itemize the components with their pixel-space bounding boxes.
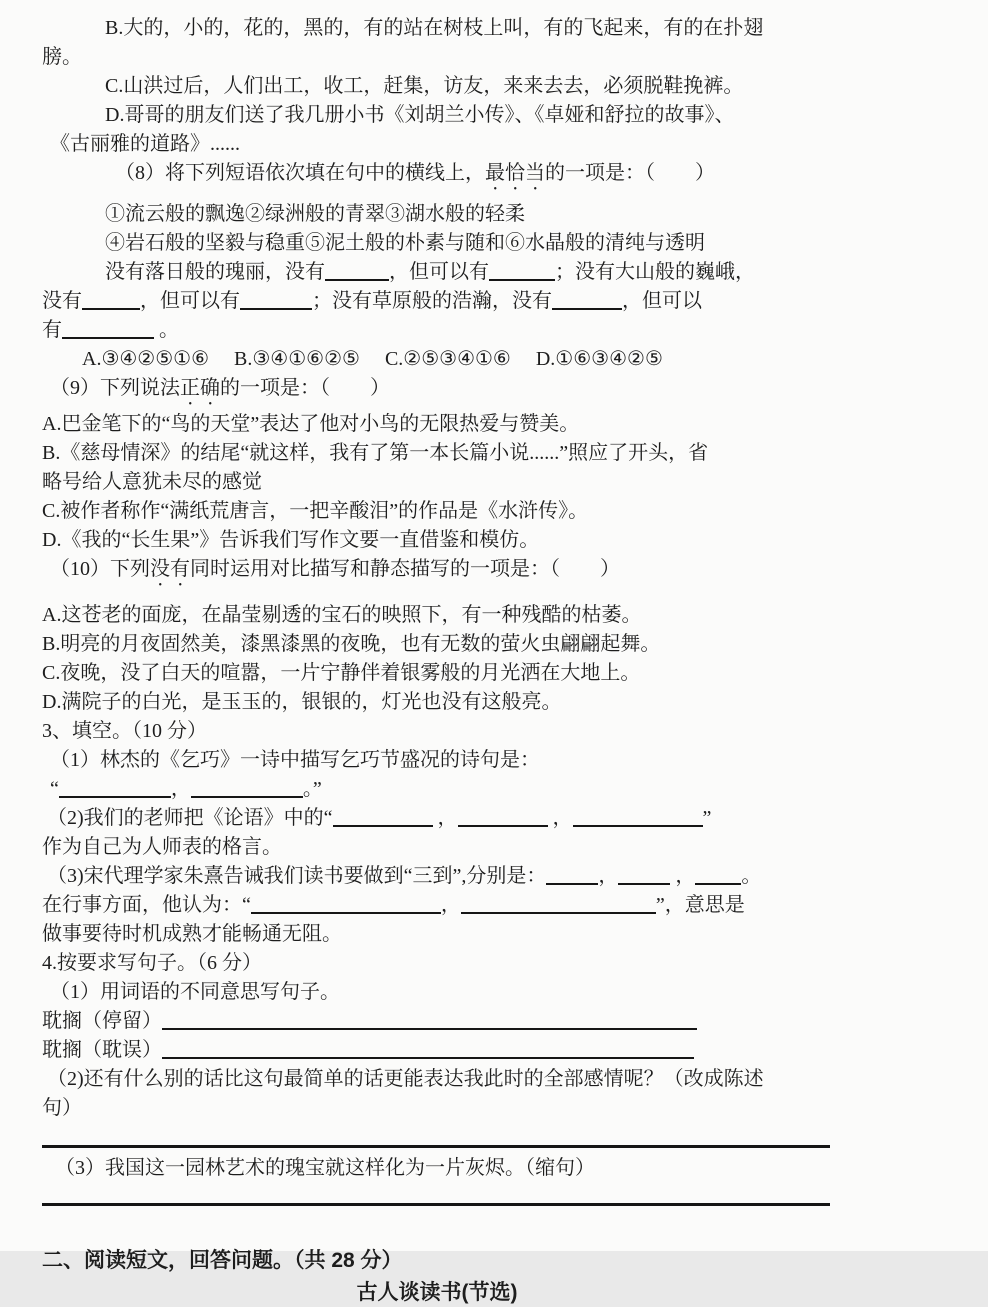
text-segment: 没有落日般的瑰丽，没有 — [105, 261, 325, 283]
text-segment: 作为自己为人师表的格言。 — [42, 836, 282, 858]
text-segment: （1）林杰的《乞巧》一诗中描写乞巧节盛况的诗句是： — [50, 749, 540, 771]
passage-title: 古人谈读书(节选) — [356, 1281, 518, 1304]
text-line — [42, 229, 972, 258]
text-line — [42, 200, 972, 229]
answer-blank[interactable] — [82, 294, 140, 310]
text-line — [42, 891, 972, 920]
text-line — [42, 775, 972, 804]
text-segment: 。 — [741, 865, 762, 887]
answer-blank[interactable] — [552, 294, 622, 310]
passage-title-row — [42, 1278, 832, 1307]
text-line — [42, 316, 972, 345]
text-segment: 3、填空。（10 分） — [42, 720, 207, 742]
text-segment: （2)我们的老师把《论语》中的“ — [47, 807, 333, 829]
answer-blank[interactable] — [618, 869, 670, 885]
text-line — [42, 601, 972, 630]
text-segment: 的一项是：（ ） — [545, 162, 715, 184]
text-segment: ；没有大山般的巍峨， — [555, 261, 755, 283]
text-segment: D.《我的“长生果”》告诉我们写作文要一直借鉴和模仿。 — [42, 529, 540, 551]
text-segment: A.巴金笔下的“鸟的天堂”表达了他对小鸟的无限热爱与赞美。 — [42, 413, 580, 435]
text-line — [42, 630, 972, 659]
answer-blank[interactable] — [458, 811, 548, 827]
text-segment: ①流云般的飘逸②绿洲般的青翠③湖水般的轻柔 — [105, 203, 525, 225]
divider-rule — [42, 1203, 830, 1206]
text-segment: 膀。 — [42, 46, 82, 68]
text-line — [42, 14, 972, 43]
answer-blank[interactable] — [325, 265, 389, 281]
answer-blank[interactable] — [251, 898, 441, 914]
answer-blank[interactable] — [695, 869, 741, 885]
text-segment: （3）我国这一园林艺术的瑰宝就这样化为一片灰烬。（缩句） — [55, 1157, 595, 1179]
answer-blank[interactable] — [489, 265, 555, 281]
text-segment: 没有 — [42, 290, 82, 312]
text-line — [42, 526, 972, 555]
text-segment: 《古丽雅的道路》...... — [50, 133, 240, 155]
text-segment: B.《慈母情深》的结尾“就这样，我有了第一本长篇小说......”照应了开头，省 — [42, 442, 709, 464]
text-line — [42, 258, 972, 287]
text-segment: 有 — [42, 319, 62, 341]
text-segment: C.被作者称作“满纸荒唐言，一把辛酸泪”的作品是《水浒传》。 — [42, 500, 589, 522]
text-line — [42, 1065, 972, 1094]
text-line — [42, 130, 972, 159]
text-line — [42, 949, 972, 978]
text-segment: （10）下列 — [50, 558, 150, 580]
text-segment: C.夜晚，没了白天的喧嚣，一片宁静伴着银雾般的月光洒在大地上。 — [42, 662, 641, 684]
text-line — [42, 1007, 972, 1036]
text-line — [42, 659, 972, 688]
text-line — [42, 804, 972, 833]
text-segment: ④岩石般的坚毅与稳重⑤泥土般的朴素与随和⑥水晶般的清纯与透明 — [105, 232, 705, 254]
text-segment: 同时运用对比描写和静态描写的一项是：（ ） — [190, 558, 620, 580]
text-segment: 。” — [302, 778, 322, 800]
text-line — [42, 287, 972, 316]
text-segment: ， — [170, 778, 191, 800]
text-segment: ， — [598, 865, 619, 887]
text-segment: D.满院子的白光，是玉玉的，银银的，灯光也没有这般亮。 — [42, 691, 562, 713]
text-segment: 耽搁（停留） — [42, 1010, 162, 1032]
text-segment: D.哥哥的朋友们送了我几册小书《刘胡兰小传》、《卓娅和舒拉的故事》、 — [105, 104, 735, 126]
answer-blank[interactable] — [162, 1014, 697, 1030]
text-segment: 略号给人意犹未尽的感觉 — [42, 471, 262, 493]
text-line — [42, 159, 972, 195]
text-segment: “ — [50, 778, 59, 800]
answer-blank[interactable] — [162, 1043, 694, 1059]
text-segment: 耽搁（耽误） — [42, 1039, 162, 1061]
answer-blank[interactable] — [240, 294, 312, 310]
section-heading: 二、阅读短文，回答问题。（共 28 分） — [42, 1249, 403, 1272]
text-line — [42, 72, 972, 101]
text-segment: 做事要待时机成熟才能畅通无阻。 — [42, 923, 342, 945]
text-segment: ”，意思是 — [655, 894, 745, 916]
answer-blank[interactable] — [59, 782, 171, 798]
text-segment: （1）用词语的不同意思写句子。 — [50, 981, 340, 1003]
text-segment: C.山洪过后，人们出工，收工，赶集，访友，来来去去，必须脱鞋挽裤。 — [105, 75, 744, 97]
text-segment: （9）下列说法 — [50, 377, 180, 399]
answer-blank[interactable] — [191, 782, 303, 798]
answer-blank[interactable] — [546, 869, 598, 885]
text-line — [42, 43, 972, 72]
text-segment: （2)还有什么别的话比这句最简单的话更能表达我此时的全部感情呢？（改成陈述 — [47, 1068, 764, 1090]
text-line — [42, 1154, 972, 1183]
divider-rule — [42, 1145, 830, 1148]
document-body — [42, 14, 972, 1206]
answer-blank[interactable] — [461, 898, 656, 914]
text-line — [42, 862, 972, 891]
text-segment: 在行事方面，他认为：“ — [42, 894, 251, 916]
text-line — [42, 555, 972, 591]
text-line — [42, 717, 972, 746]
text-segment: ， — [670, 865, 696, 887]
text-segment: ，但可以有 — [389, 261, 489, 283]
text-segment: ， — [440, 894, 461, 916]
text-line — [42, 833, 972, 862]
text-line — [42, 920, 972, 949]
text-segment: B.明亮的月夜固然美，漆黑漆黑的夜晚，也有无数的萤火虫翩翩起舞。 — [42, 633, 661, 655]
text-line — [42, 410, 972, 439]
text-line — [42, 1036, 972, 1065]
text-segment: 的一项是：（ ） — [220, 377, 390, 399]
text-segment: ，但可以有 — [140, 290, 240, 312]
text-segment: B.大的，小的，花的，黑的，有的站在树枝上叫，有的飞起来，有的在扑翅 — [105, 17, 764, 39]
text-segment: ” — [702, 807, 712, 829]
answer-blank[interactable] — [62, 323, 154, 339]
text-line — [42, 978, 972, 1007]
emphasized-text: 正确 — [180, 377, 220, 399]
text-segment: （3)宋代理学家朱熹告诫我们读书要做到“三到”,分别是： — [47, 865, 547, 887]
text-line — [42, 1094, 972, 1123]
text-segment: ， — [432, 807, 458, 829]
text-line — [42, 688, 972, 717]
text-segment: ，但可以 — [622, 290, 702, 312]
text-segment: A.③④②⑤①⑥ B.③④①⑥②⑤ C.②⑤③④①⑥ D.①⑥③④②⑤ — [82, 348, 663, 370]
emphasized-text: 最恰当 — [485, 162, 545, 184]
text-segment: A.这苍老的面庞，在晶莹剔透的宝石的映照下，有一种残酷的枯萎。 — [42, 604, 642, 626]
text-line — [42, 101, 972, 130]
text-segment: 句） — [42, 1097, 82, 1119]
answer-blank[interactable] — [573, 811, 703, 827]
text-segment: 4.按要求写句子。（6 分） — [42, 952, 262, 974]
text-segment: ；没有草原般的浩瀚，没有 — [312, 290, 552, 312]
text-segment: ， — [547, 807, 573, 829]
text-line — [42, 374, 972, 410]
emphasized-text: 没有 — [150, 558, 190, 580]
text-line — [42, 345, 972, 374]
text-line — [42, 439, 972, 468]
text-segment: （8）将下列短语依次填在句中的横线上， — [115, 162, 485, 184]
text-line — [42, 746, 972, 775]
text-line — [42, 468, 972, 497]
answer-blank[interactable] — [333, 811, 433, 827]
text-line — [42, 497, 972, 526]
text-segment: 。 — [154, 319, 179, 341]
